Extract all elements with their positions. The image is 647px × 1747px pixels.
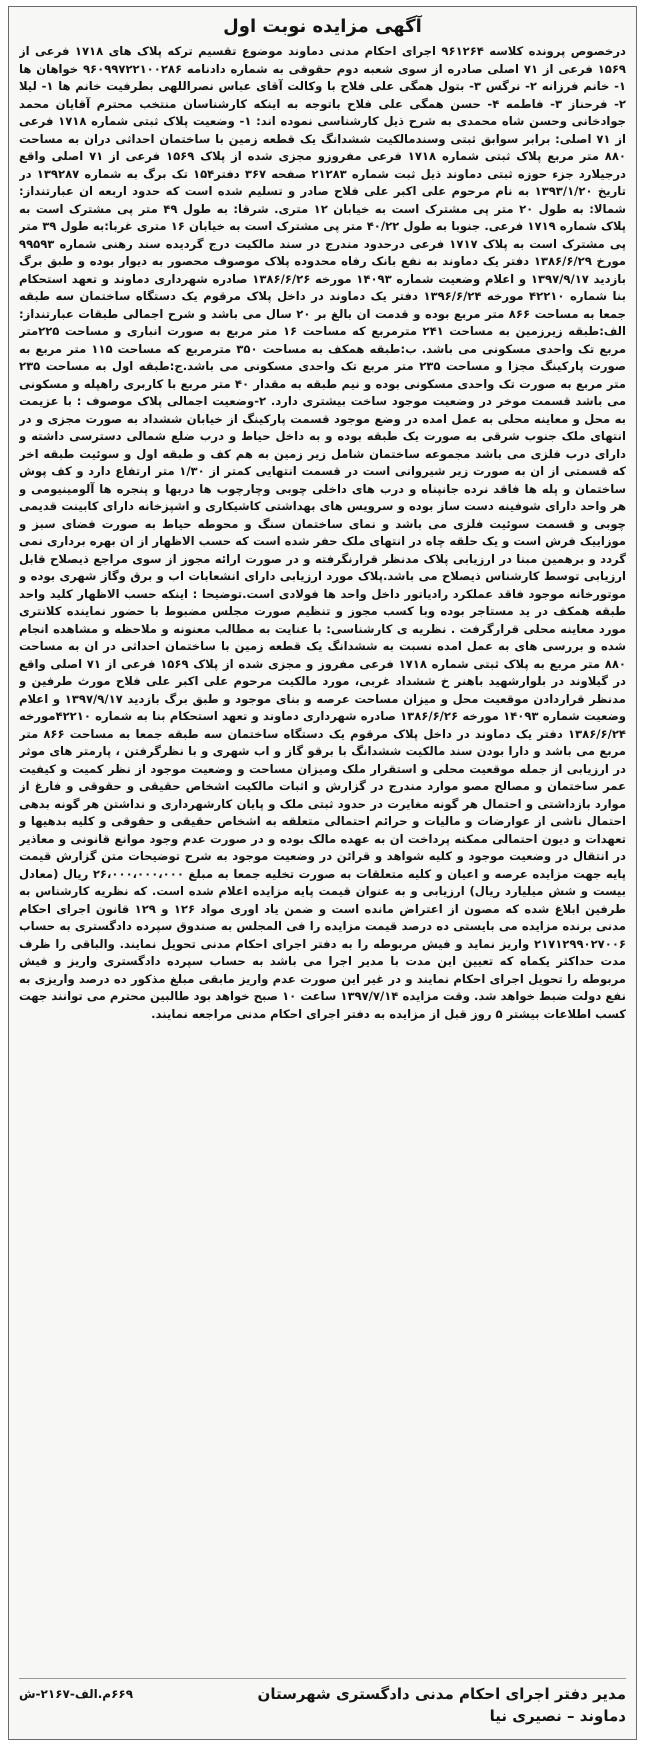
notice-title: آگهی مزایده نوبت اول xyxy=(223,16,422,37)
notice-body xyxy=(19,43,626,1678)
signature-line-2: دماوند – نصیری نیا xyxy=(489,1707,626,1725)
notice-code: ۶۶۹م.الف-۲۱۶۷-ش xyxy=(19,1687,134,1701)
notice-paragraph: درخصوص پرونده کلاسه ۹۶۱۲۶۴ اجرای احکام مدنی دماوند موضوع تقسیم ترکه پلاک های ۱۷۱۸ فرعی از ۱۵۶۹ فرعی از ۷۱ اصلی صادره از سوی شعبه دوم حقوقی به شماره دادنامه ۹۶۰۹۹۷۲۲۱۰۰۲۸۶ خواهان ها ۱- خانم فرزانه ۲- نرگس ۳- بتول همگی علی فلاح با وکالت آقای عباس نصراللهی بطرفیت خانم ها ۱- لیلا ۲- فرحناز ۳- فاطمه ۴- حسن همگی علی فلاح باتوجه به اینکه کارشناسان منتخب محترم آقایان محمد جوادخانی وحسن شاه محمدی به شرح ذیل کارشناسی نموده اند: ۱- وضعیت پلاک ثبتی شماره ۱۷۱۸ فرعی از ۷۱ اصلی: برابر سوابق ثبتی وسندمالکیت ششدانگ یک قطعه زمین با ساختمان احداثی دران به مساحت ۸۸۰ متر مربع پلاک ثبتی شماره ۱۷۱۸ فرعی مفروزو مجزی شده از پلاک ۱۵۶۹ فرعی از ۷۱ اصلی واقع درجیلارد جزء حوزه ثبتی دماوند ذیل ثبت شماره ۲۱۲۸۳ صفحه ۳۶۷ دفتر۱۵۴ تک برگ به شماره ۱۳۹۲۸۷ در تاریخ ۱۳۹۳/۱/۲۰ به نام مرحوم علی اکبر علی فلاح صادر و تسلیم شده است که حدود اربعه ان عبارتنداز: شمالا: به طول ۲۰ متر پی مشترک است به خیابان ۱۲ متری. شرقا: به طول ۴۹ متر پی مشترک است به پلاک شماره ۱۷۱۹ فرعی. جنوبا به طول ۴۰/۲۲ متر پی مشترک است به خیابان ۱۶ متری غربا:به طول ۳۹ متر پی مشترک است به پلاک ۱۷۱۷ فرعی درحدود مندرج در سند مالکیت درج گردیده سند رهنی شماره ۹۹۵۹۳ مورخ ۱۳۸۶/۶/۲۹ دفتر یک دماوند به نفع بانک رفاه محدوده پلاک موصوف محصور به دیوار بوده و طبق برگ بازدید ۱۳۹۷/۹/۱۷ و اعلام وضعیت شماره ۱۴۰۹۳ مورخه ۱۳۸۶/۶/۲۶ صادره شهرداری دماوند و تعهد استحکام بنا شماره ۴۲۲۱۰ مورخه ۱۳۹۶/۶/۲۴ دفتر یک دماوند در داخل پلاک مرقوم یک دستگاه ساختمان سه طبقه جمعا به مساحت ۸۶۶ متر مربع بوده و قدمت ان بالغ بر ۲۰ سال می باشد و شرح اجمالی طبقات عبارتنداز: الف:طبقه زیرزمین به مساحت ۲۴۱ مترمربع که مساحت ۱۶ متر مربع به صورت انباری و مساحت ۲۲۵متر مربع تک واحدی مسکونی می باشد. ب:طبقه همکف به مساحت ۳۵۰ مترمربع که مساحت ۱۱۵ متر مربع به صورت پارکینگ مجزا و مساحت ۲۳۵ متر مربع تک واحدی مسکونی می باشد.ج:طبقه اول به مساحت ۲۳۵ متر مربع به صورت تک واحدی مسکونی بوده و نیم طبقه به مقدار ۴۰ متر مربع با کاربری راهپله و مسکونی می باشد قسمت موخر در وضعیت موجود ساخت بیشتری دارد. ۲-وضعیت اجمالی پلاک موصوف : با عزیمت به محل و معاینه محلی به عمل امده در وضع موجود قسمت پارکینگ از خیابان ششداد به صورت مجزی و در انتهای ملک جنوب شرقی به صورت یک طبقه بوده و به داخل حیاط و درب ضلع شمالی دسترسی داشته و دارای درب فلزی می باشد مجموعه ساختمان شامل زیر زمین به هم کف و طبقه اول و سوئیت طبقه اخر که قسمتی از ان به صورت زیر شیروانی است در قسمت انتهایی کمتر از ۱/۳۰ متر ارتفاع دارد و کف پوش ساختمان و پله ها فاقد نرده جانپناه و درب های داخلی چوبی وچارچوب ها دربها و پنجره ها آلومینیومی و هر واحد دارای شوفینه دست ساز بوده و سرویس های بهداشتی کاشیکاری و اشپزخانه دارای کابینت قدیمی چوبی و قسمت سوئیت فلزی می باشد و نمای ساختمان سنگ و محوطه حیاط به صورت فضای سبز و موزاییک فرش است و یک حلقه چاه در انتهای ملک حفر شده است که حسب الاظهار از ان بهره برداری نمی گردد و برهمین مبنا در ارزیابی پلاک مدنظر قرارنگرفته و در صورت ارائه مجوز از سوی مراجع ذیصلاح قابل ارزیابی توسط کارشناس ذیصلاح می باشد.پلاک مورد ارزیابی دارای انشعابات اب و برق وگاز شهری بوده و موتورخانه موجود فاقد عملکرد رادیاتور داخل واحد ها فولادی است.توضیحا : اینکه حسب الاظهار کلید واحد طبقه همکف در ید مستاجر بوده وبا کسب مجوز و تنظیم صورت مجلس مضبوط با حضور نماینده کلانتری مورد معاینه محلی قرارگرفت . نظریه ی کارشناسی: با عنایت به مطالب معنونه و ملاحظه و مشاهده انجام شده و بررسی های به عمل امده نسبت به ششدانگ یک قطعه زمین با ساختمان احداثی در ان به مساحت ۸۸۰ متر مربع به پلاک ثبتی شماره ۱۷۱۸ فرعی مفروز و مجزی شده از پلاک ۱۵۶۹ فرعی از ۷۱ اصلی واقع در گیلاوند در بلوارشهید باهنر خ ششداد غربی، مورد مالکیت مرحوم علی اکبر علی فلاح مورث طرفین و مدنظر قراردادن موقعیت محل و میزان مساحت عرصه و بنای موجود و طبق برگ بازدید ۱۳۹۷/۹/۱۷ و اعلام وضعیت شماره ۱۴۰۹۳ مورخه ۱۳۸۶/۶/۲۶ صادره شهرداری دماوند و تعهد استحکام بنا به شماره ۴۲۲۱۰مورخه ۱۳۸۶/۶/۲۴ دفتر یک دماوند در داخل پلاک مرقوم یک دستگاه ساختمان سه طبقه جمعا به مساحت ۸۶۶ متر مربع می باشد و دارا بودن سند مالکیت ششدانگ با برقو گاز و اب شهری و با نظرگرفتن ، پارمتر های موثر در ارزیابی از جمله موقعیت محلی و استقرار ملک ومیزان مساحت و وضعیت موجود از نظر کمیت و کیفیت عمر ساختمان و مصالح مصو موارد مندرج در گزارش و اثبات مالکیت اشخاص حقیقی و حقوقی و فارغ از موارد بازداشتی و احتمال هر گونه مغایرت در حدود ثبتی ملک و پایان کارشهرداری و نداشتن هر گونه بدهی احتمال ناشی از عوارضات و مالیات و حرائم احتمالی متعلقه به اشخاص حقیقی و حقوقی و کلیه بدهیها و تعهدات و دیون احتمالی ممکنه پرداخت ان به عهده مالک بوده و در صورت عدم وجود موانع قانونی و معاذیر در انتقال در وضعیت موجود و کلیه شواهد و قرائن در وضعیت موجود به شرح توضیحات متن گزارش قیمت پایه جهت مزایده عرصه و اعیان و کلیه متعلقات به صورت تخلیه جمعا به مبلغ ۲۶،۰۰۰،۰۰۰،۰۰۰ ریال (معادل بیست و شش میلیارد ریال) ارزیابی و به عنوان قیمت پایه مزایده اعلام شده است. که نظریه کارشناس به طرفین ابلاغ شده که مصون از اعتراض مانده است و ضمن یاد اوری مواد ۱۲۶ و ۱۲۹ قانون اجرای احکام مدنی برنده مزایده می بایستی ده درصد قیمت مزایده را فی المجلس به صندوق سپرده دادگستری به حساب ۲۱۷۱۲۹۹۰۲۷۰۰۶ واریز نماید و فیش مربوطه را به دفتر اجرای احکام مدنی تحویل نمایند. والباقی را ظرف مدت حداکثر یکماه که تعیین این مدت با مدیر اجرا می باشد به حساب سپرده دادگستری واریز و فیش مربوطه را تحویل اجرای احکام نمایند و در غیر این صورت عدم واریز مابقی مبلغ مذکور ده درصد واریزی به نفع دولت ضبط خواهد شد. وقت مزایده ۱۳۹۷/۷/۱۴ ساعت ۱۰ صبح خواهد بود طالبین محترم می توانند جهت کسب اطلاعات بیشتر ۵ روز قبل از مزایده به دفتر اجرای احکام مدنی مراجعه نمایند. xyxy=(19,44,626,1021)
signature-line-1: مدیر دفتر اجرای احکام مدنی دادگستری شهرستان xyxy=(257,1685,626,1703)
notice-footer xyxy=(19,1678,626,1731)
notice-sheet xyxy=(8,6,637,1740)
signature-block xyxy=(258,1683,626,1727)
